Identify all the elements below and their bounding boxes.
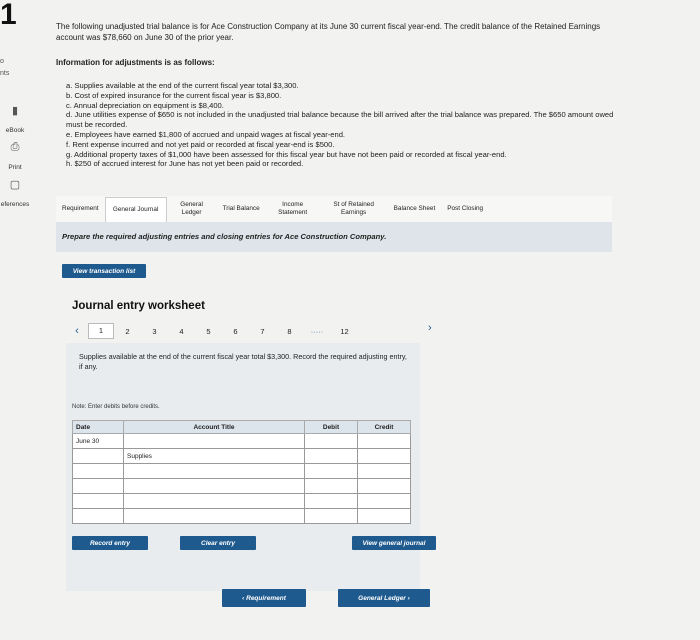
credit-cell[interactable]: [358, 464, 411, 479]
debit-cell[interactable]: [305, 464, 358, 479]
adjustment-item: h. $250 of accrued interest for June has not yet been paid or recorded.: [66, 159, 304, 169]
journal-header-row: [73, 421, 411, 434]
tab-requirement[interactable]: Requirement: [62, 205, 99, 212]
adjustment-item: a. Supplies available at the end of the current fiscal year total $3,300.: [66, 81, 299, 90]
credit-cell[interactable]: [358, 449, 411, 464]
credit-cell[interactable]: [358, 479, 411, 494]
worksheet-pager: [66, 322, 446, 340]
view-general-journal-button[interactable]: View general journal: [352, 536, 436, 550]
adjustment-item: d. June utilities expense of $650 is not included in the unadjusted trial balance because the bill arrived after the trial balance was prepared. The $650 amount owed must be recorded.: [66, 110, 614, 130]
chevron-right-icon: ›: [405, 594, 410, 602]
page-5[interactable]: 5: [206, 326, 211, 336]
table-row: [73, 434, 411, 449]
tab-balance-sheet[interactable]: Balance Sheet: [393, 205, 436, 212]
references-icon: ▢: [9, 179, 21, 191]
page-7[interactable]: 7: [260, 326, 265, 336]
debit-cell[interactable]: [305, 494, 358, 509]
record-entry-button[interactable]: Record entry: [72, 536, 148, 550]
page-6[interactable]: 6: [233, 326, 238, 336]
sidebar-item-references[interactable]: ▢ eferences: [0, 179, 30, 208]
credit-cell[interactable]: [358, 434, 411, 449]
requirement-nav-button[interactable]: ‹ Requirement: [222, 589, 306, 607]
table-row: [73, 479, 411, 494]
requirement-tabs: [56, 196, 612, 223]
page-3[interactable]: 3: [152, 326, 157, 336]
instruction-text: Prepare the required adjusting entries and closing entries for Ace Construction Company.: [62, 232, 387, 241]
adjustment-item: f. Rent expense incurred and not yet paid or recorded at fiscal year-end is $500.: [66, 139, 335, 149]
account-cell[interactable]: [124, 494, 305, 509]
tab-trial-balance[interactable]: Trial Balance: [222, 205, 260, 212]
tab-general-journal[interactable]: General Journal: [105, 197, 167, 222]
book-icon: ▮: [11, 105, 19, 117]
date-header: Date: [73, 421, 124, 434]
credit-cell[interactable]: [358, 494, 411, 509]
adjustment-item: g. Additional property taxes of $1,000 have been assessed for this fiscal year but have not been paid or recorded at fiscal year-end.: [66, 149, 507, 159]
question-number: 1: [0, 0, 17, 31]
date-cell: [73, 509, 124, 524]
adjustment-item: e. Employees have earned $1,800 of accrued and unpaid wages at fiscal year-end.: [66, 129, 346, 139]
journal-entry-table: [72, 420, 411, 524]
page-ellipsis: ·····: [310, 326, 324, 336]
adjustments-list: [66, 81, 626, 169]
sidebar-fragment-top: o: [0, 58, 4, 65]
clear-entry-button[interactable]: Clear entry: [180, 536, 256, 550]
debit-cell[interactable]: [305, 434, 358, 449]
sidebar-fragment-points: nts: [0, 70, 10, 77]
account-cell[interactable]: [124, 434, 305, 449]
table-row: [73, 464, 411, 479]
debits-note: Note: Enter debits before credits.: [72, 404, 160, 410]
date-cell: [73, 494, 124, 509]
account-cell[interactable]: Supplies: [124, 449, 305, 464]
sidebar-item-ebook[interactable]: ▮ eBook: [0, 104, 30, 137]
credit-header: Credit: [358, 421, 411, 434]
debit-cell[interactable]: [305, 479, 358, 494]
account-cell[interactable]: [124, 479, 305, 494]
instruction-bar: [56, 222, 612, 252]
page-1[interactable]: 1: [88, 323, 114, 339]
account-title-header: Account Title: [124, 421, 305, 434]
date-cell: June 30: [73, 434, 124, 449]
tab-income-statement[interactable]: Income Statement: [278, 201, 308, 216]
left-sidebar: [0, 0, 44, 640]
worksheet-prompt: Supplies available at the end of the current fiscal year total $3,300. Record the required adjusting entry, if any.: [79, 352, 407, 371]
date-cell: [73, 479, 124, 494]
debit-header: Debit: [305, 421, 358, 434]
credit-cell[interactable]: [358, 509, 411, 524]
page-8[interactable]: 8: [287, 326, 292, 336]
tab-post-closing[interactable]: Post Closing: [447, 205, 484, 212]
printer-icon: ⎙: [10, 141, 20, 153]
debit-cell[interactable]: [305, 509, 358, 524]
chevron-left-icon[interactable]: ‹: [75, 325, 79, 337]
date-cell: [73, 449, 124, 464]
tab-general-ledger[interactable]: General Ledger: [180, 201, 203, 216]
table-row: [73, 449, 411, 464]
problem-intro: The following unadjusted trial balance is for Ace Construction Company at its June 30 current fiscal year-end. The credit balance of the Retained Earnings account was $78,660 on June 30 of the prior year.: [56, 22, 601, 42]
info-title: Information for adjustments is as follows:: [56, 58, 215, 67]
account-cell[interactable]: [124, 509, 305, 524]
chevron-right-icon[interactable]: ›: [428, 322, 432, 334]
general-ledger-nav-button[interactable]: General Ledger ›: [338, 589, 430, 607]
page-12[interactable]: 12: [340, 326, 349, 336]
date-cell: [73, 464, 124, 479]
page-4[interactable]: 4: [179, 326, 184, 336]
table-row: [73, 509, 411, 524]
page-2[interactable]: 2: [125, 326, 130, 336]
table-row: [73, 494, 411, 509]
debit-cell[interactable]: [305, 449, 358, 464]
sidebar-item-print[interactable]: ⎙ Print: [0, 141, 30, 174]
worksheet-title: Journal entry worksheet: [72, 300, 205, 312]
tab-retained-earnings[interactable]: St of Retained Earnings: [333, 201, 374, 216]
account-cell[interactable]: [124, 464, 305, 479]
adjustment-item: b. Cost of expired insurance for the current fiscal year is $3,800.: [66, 90, 282, 100]
chevron-left-icon: ‹: [242, 594, 247, 602]
adjustment-item: c. Annual depreciation on equipment is $8,400.: [66, 100, 224, 110]
view-transaction-list-button[interactable]: View transaction list: [62, 264, 146, 278]
